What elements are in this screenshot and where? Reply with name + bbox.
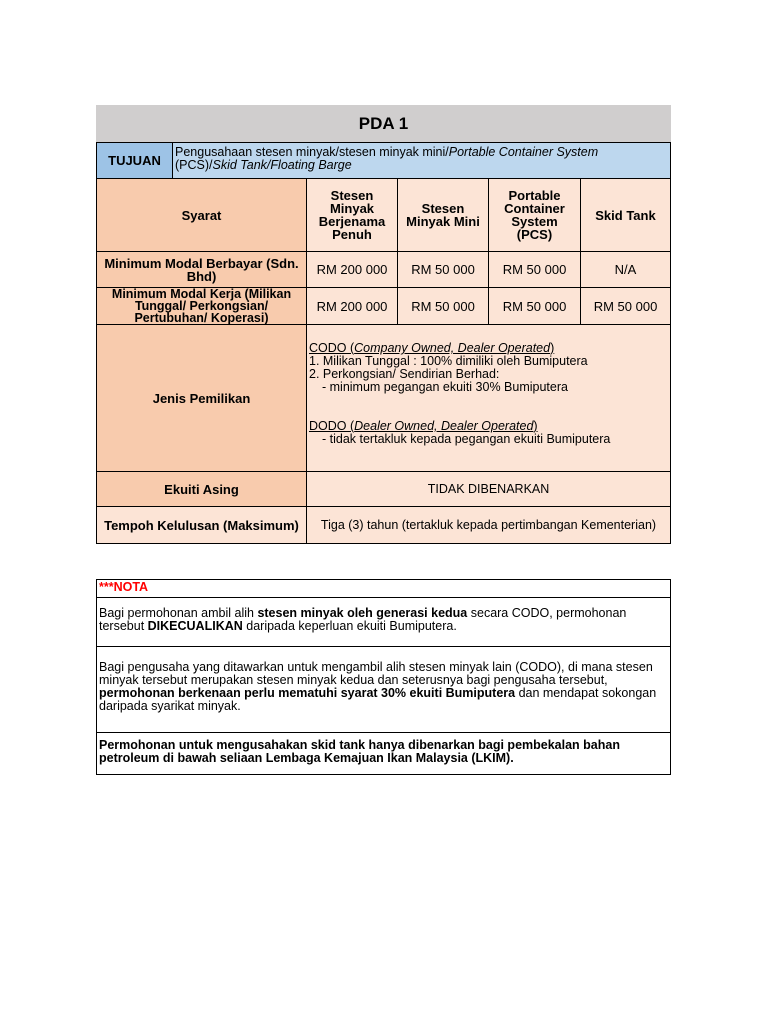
row1-label-text: Minimum Modal Berbayar (Sdn. Bhd)	[104, 255, 299, 284]
tujuan-text-3: (PCS)/	[175, 158, 213, 172]
cell-value: RM 50 000	[411, 262, 475, 277]
jenis-line1: 1. Milikan Tunggal : 100% dimiliki oleh Bumiputera	[309, 354, 588, 368]
tujuan-text-2: Portable Container System	[448, 145, 599, 159]
p2-a: Bagi pengusaha yang ditawarkan untuk mengambil alih stesen minyak lain (CODO), di mana stesen minyak tersebut merupakan stesen minyak kedua dan seterusnya bagi pengusaha tersebut,	[99, 660, 653, 687]
tempoh-label-text: Tempoh Kelulusan (Maksimum)	[104, 517, 299, 533]
codo-label: CODO (	[309, 341, 355, 355]
p1-b: stesen minyak oleh generasi kedua	[257, 606, 468, 620]
cell-value: RM 50 000	[411, 298, 475, 314]
dodo-italic: Dealer Owned, Dealer Operated	[354, 419, 534, 433]
header-col2	[397, 178, 489, 252]
tujuan-label	[96, 142, 173, 179]
table-cell	[580, 251, 671, 288]
ekuiti-value	[306, 471, 671, 507]
row-label	[96, 287, 307, 325]
header-syarat-text: Syarat	[181, 207, 222, 223]
jenis-line2: 2. Perkongsian/ Sendirian Berhad:	[309, 367, 500, 381]
p1-e: daripada keperluan ekuiti Bumiputera.	[242, 619, 457, 633]
nota-paragraph-3	[96, 732, 671, 775]
cell-value: RM 50 000	[502, 298, 567, 314]
table-cell	[488, 287, 581, 325]
header-col4	[580, 178, 671, 252]
tempoh-label	[96, 506, 307, 544]
ekuiti-label-text: Ekuiti Asing	[164, 481, 239, 497]
table-cell	[397, 287, 489, 325]
nota-title	[96, 579, 671, 598]
jenis-line3: - minimum pegangan ekuiti 30% Bumiputera	[322, 380, 568, 394]
nota-paragraph-1	[96, 597, 671, 647]
cell-value: RM 200 000	[316, 298, 388, 314]
tempoh-value	[306, 506, 671, 544]
table-cell	[488, 251, 581, 288]
jenis-content	[306, 324, 671, 472]
table-cell	[306, 251, 398, 288]
cell-value: RM 50 000	[502, 262, 567, 277]
table-cell	[397, 251, 489, 288]
row2-label-text: Minimum Modal Kerja (Milikan Tunggal/ Perkongsian/ Pertubuhan/ Koperasi)	[111, 287, 292, 325]
ekuiti-value-text: TIDAK DIBENARKAN	[427, 481, 550, 496]
cell-value: N/A	[614, 262, 637, 277]
page-title-bar	[96, 105, 671, 143]
p1-a: Bagi permohonan ambil alih	[99, 606, 258, 620]
p1-c: secara CODO, permohonan tersebut	[99, 606, 627, 633]
jenis-label-text: Jenis Pemilikan	[152, 390, 251, 406]
jenis-line4: - tidak tertakluk kepada pegangan ekuiti Bumiputera	[322, 432, 611, 446]
tempoh-value-text: Tiga (3) tahun (tertakluk kepada pertimbangan Kementerian)	[320, 517, 657, 532]
tujuan-text	[172, 142, 671, 179]
ekuiti-label	[96, 471, 307, 507]
header-col3-text: Portable Container System (PCS)	[504, 188, 565, 242]
p2-b: permohonan berkenaan perlu mematuhi syarat 30% ekuiti Bumiputera	[99, 686, 516, 700]
nota-paragraph-2	[96, 646, 671, 733]
header-col3	[488, 178, 581, 252]
p3: Permohonan untuk mengusahakan skid tank hanya dibenarkan bagi pembekalan bahan petroleum di bawah seliaan Lembaga Kemajuan Ikan Malaysia (LKIM).	[99, 738, 620, 765]
codo-italic: Company Owned, Dealer Operated	[354, 341, 551, 355]
header-col2-text: Stesen Minyak Mini	[406, 201, 480, 229]
dodo-label: DODO (	[309, 419, 355, 433]
cell-value: RM 50 000	[593, 298, 658, 314]
tujuan-text-1: Pengusahaan stesen minyak/stesen minyak mini/	[175, 145, 449, 159]
header-syarat	[96, 178, 307, 252]
tujuan-text-4: Skid Tank/Floating Barge	[212, 158, 352, 172]
row-label	[96, 251, 307, 288]
cell-value: RM 200 000	[316, 262, 388, 277]
dodo-close: )	[533, 419, 538, 433]
header-col4-text: Skid Tank	[595, 207, 656, 223]
table-cell	[580, 287, 671, 325]
p1-d: DIKECUALIKAN	[147, 619, 243, 633]
p2-c: dan mendapat sokongan daripada syarikat minyak.	[99, 686, 657, 713]
nota-title-text: ***NOTA	[99, 580, 149, 594]
page-title: PDA 1	[358, 114, 409, 133]
jenis-label	[96, 324, 307, 472]
header-col1	[306, 178, 398, 252]
spacer	[309, 394, 668, 420]
header-col1-text: Stesen Minyak Berjenama Penuh	[318, 188, 386, 242]
table-cell	[306, 287, 398, 325]
tujuan-label-text: TUJUAN	[108, 153, 161, 168]
codo-close: )	[550, 341, 555, 355]
